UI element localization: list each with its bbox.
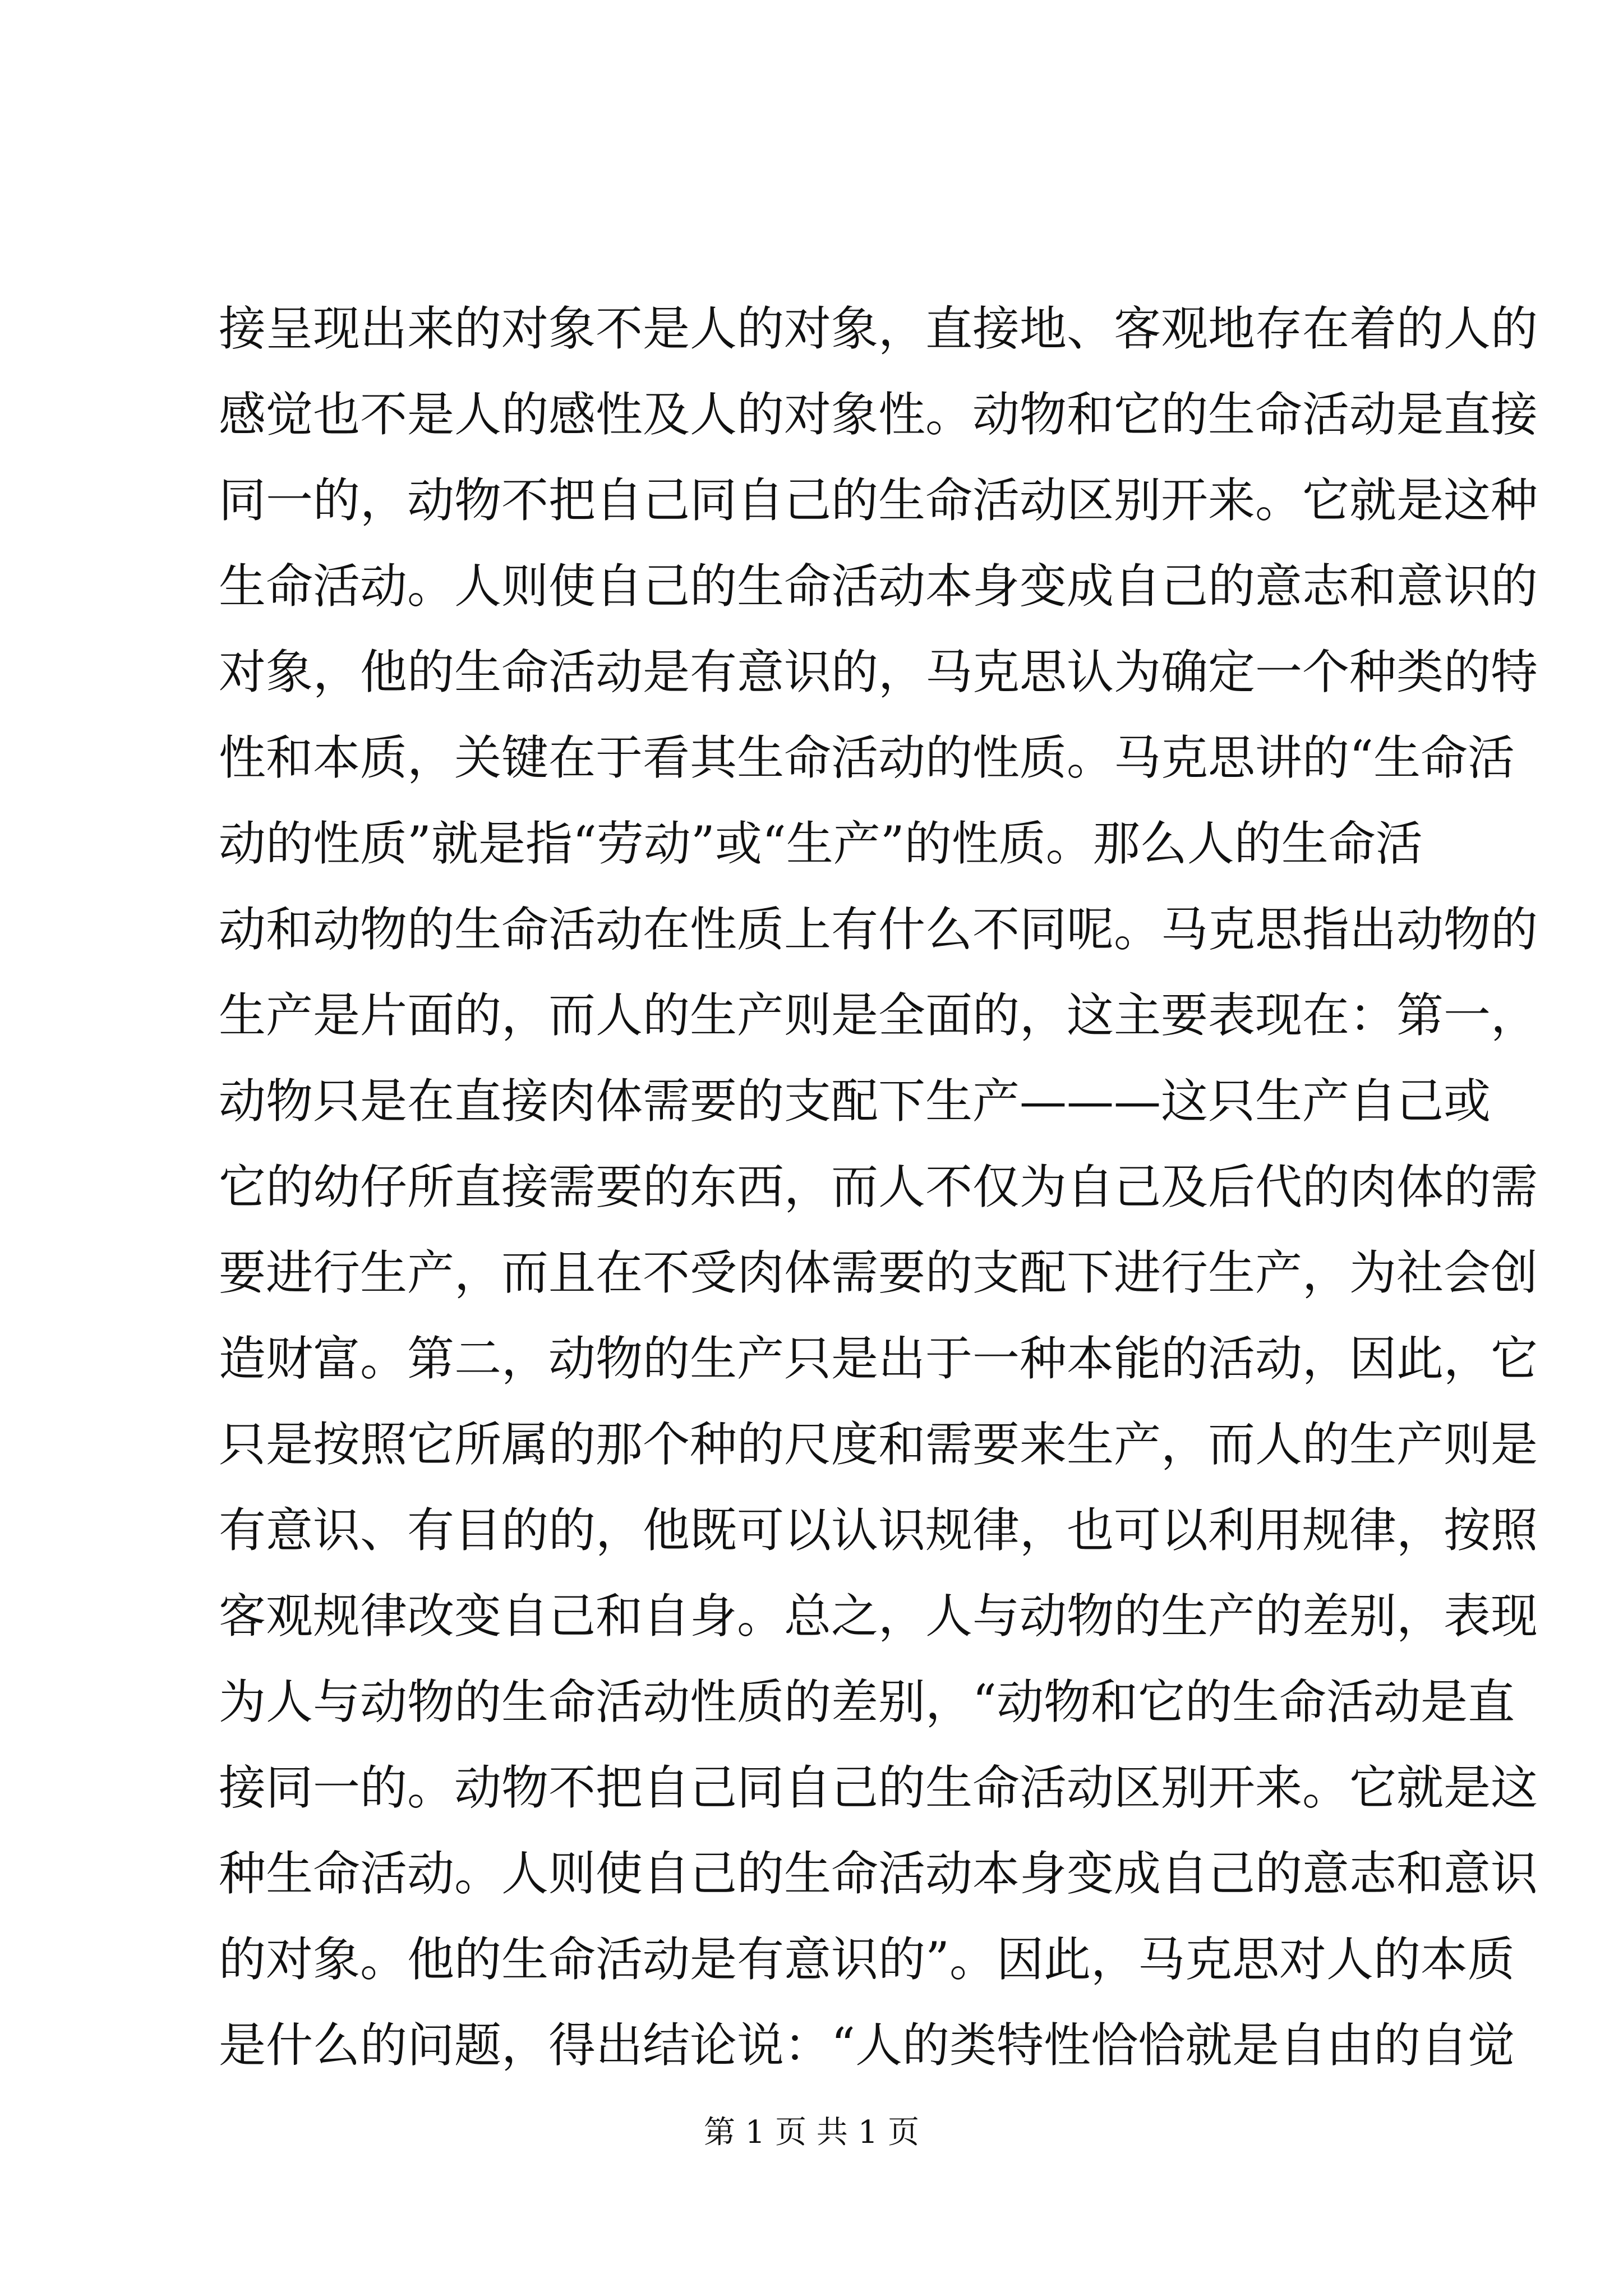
text-line: 的对象。他的生命活动是有意识的”。因此，马克思对人的本质 xyxy=(219,1932,1515,1987)
text-line: 动物只是在直接肉体需要的支配下生产———这只生产自己或 xyxy=(219,1074,1491,1129)
text-line: 同一的，动物不把自己同自己的生命活动区别开来。它就是这种 xyxy=(219,473,1538,528)
text-line: 只是按照它所属的那个种的尺度和需要来生产，而人的生产则是 xyxy=(219,1417,1538,1472)
text-line: 造财富。第二，动物的生产只是出于一种本能的活动，因此，它 xyxy=(219,1331,1538,1386)
text-line: 感觉也不是人的感性及人的对象性。动物和它的生命活动是直接 xyxy=(219,387,1538,442)
text-line: 客观规律改变自己和自身。总之，人与动物的生产的差别，表现 xyxy=(219,1589,1538,1644)
text-line: 它的幼仔所直接需要的东西，而人不仅为自己及后代的肉体的需 xyxy=(219,1159,1538,1214)
text-line: 生命活动。人则使自己的生命活动本身变成自己的意志和意识的 xyxy=(219,559,1538,614)
text-line: 生产是片面的，而人的生产则是全面的，这主要表现在：第一， xyxy=(219,988,1538,1043)
text-line: 为人与动物的生命活动性质的差别，“动物和它的生命活动是直 xyxy=(219,1674,1515,1729)
text-line: 接同一的。动物不把自己同自己的生命活动区别开来。它就是这 xyxy=(219,1760,1538,1815)
text-line: 是什么的问题，得出结论说：“人的类特性恰恰就是自由的自觉 xyxy=(219,2018,1515,2073)
text-line: 对象，他的生命活动是有意识的，马克思认为确定一个种类的特 xyxy=(219,645,1538,700)
text-line: 性和本质，关键在于看其生命活动的性质。马克思讲的“生命活 xyxy=(219,730,1515,785)
text-line: 动的性质”就是指“劳动”或“生产”的性质。那么人的生命活 xyxy=(219,816,1423,871)
text-line: 要进行生产，而且在不受肉体需要的支配下进行生产，为社会创 xyxy=(219,1245,1538,1300)
text-line: 动和动物的生命活动在性质上有什么不同呢。马克思指出动物的 xyxy=(219,902,1538,957)
body-text xyxy=(219,286,1538,2088)
text-line: 接呈现出来的对象不是人的对象，直接地、客观地存在着的人的 xyxy=(219,301,1538,356)
page-footer xyxy=(0,2110,1623,2155)
page-number-label: 第 1 页 共 1 页 xyxy=(703,2114,920,2151)
text-line: 有意识、有目的的，他既可以认识规律，也可以利用规律，按照 xyxy=(219,1503,1538,1558)
text-line: 种生命活动。人则使自己的生命活动本身变成自己的意志和意识 xyxy=(219,1846,1538,1901)
